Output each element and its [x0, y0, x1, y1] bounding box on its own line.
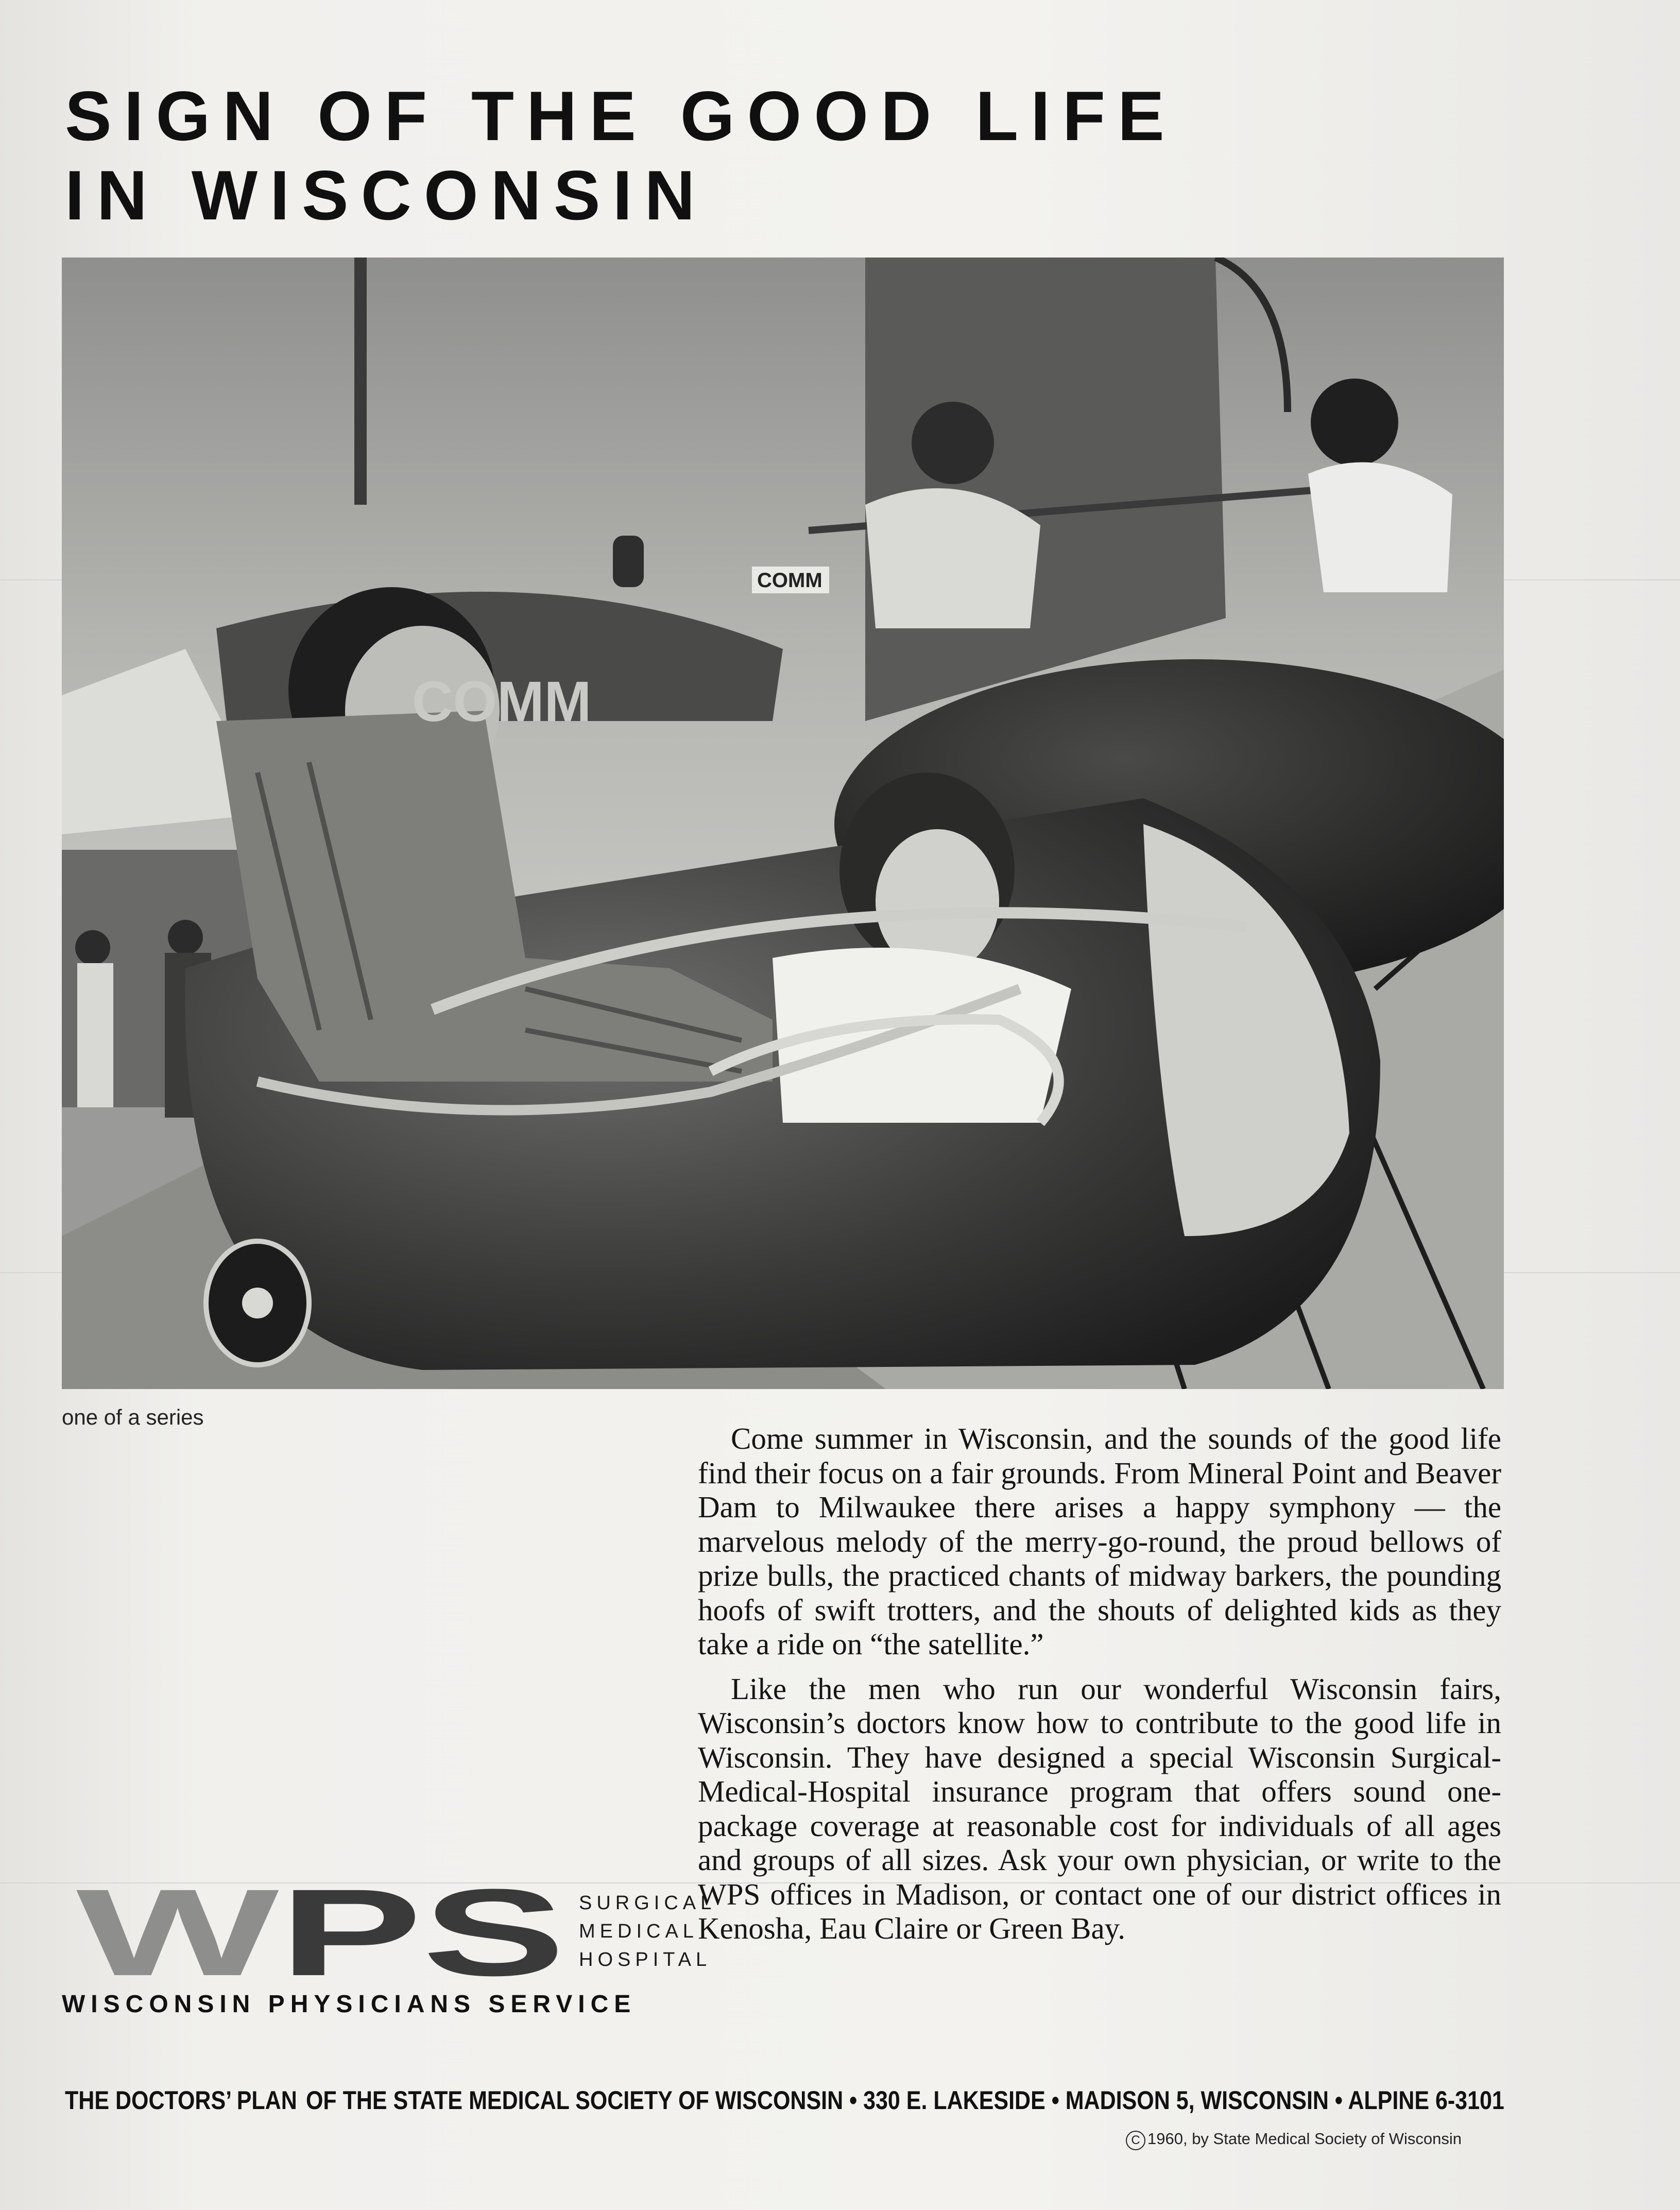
- headline-line-2: IN WISCONSIN: [65, 156, 708, 234]
- logo-organization-name: WISCONSIN PHYSICIANS SERVICE: [62, 1991, 637, 2018]
- photo-illustration: [62, 258, 1504, 1389]
- headline: [65, 76, 1631, 235]
- photo-caption: one of a series: [62, 1405, 204, 1429]
- ad-paragraph: Come summer in Wisconsin, and the sounds of the good life find their focus on a fair grounds. From Mineral Point and Beaver Dam to Milwaukee there arises a happy symphony — the marvelous melody of the merry-go-round, the proud bellows of prize bulls, the practiced chants of midway barkers, the pounding hoofs of swift trotters, and the shouts of delighted kids as they take a ride on “the satellite.”: [698, 1421, 1501, 1661]
- footer-right: OF THE STATE MEDICAL SOCIETY OF WISCONSIN • 330 E. LAKESIDE • MADISON 5, WISCONSIN • ALPINE 6-3101: [305, 2086, 1504, 2115]
- logo-word-hospital: HOSPITAL: [579, 1949, 712, 1971]
- logo-word-surgical: SURGICAL: [579, 1892, 716, 1914]
- headline-line-1: SIGN OF THE GOOD LIFE: [65, 77, 1177, 155]
- footer-line: [65, 2080, 1504, 2121]
- footer-left: THE DOCTORS’ PLAN: [65, 2086, 297, 2115]
- ad-copy: [698, 1421, 1501, 1956]
- fair-ride-photo: [62, 258, 1504, 1389]
- copyright-notice: [1126, 2130, 1462, 2150]
- logo-coverage-words: [579, 1889, 716, 1974]
- sign-fragment-small: COMM: [757, 569, 822, 592]
- wps-letters-dark: PS: [279, 1880, 444, 1983]
- svg-text:WPS: [76, 1880, 565, 1983]
- logo-word-medical: MEDICAL: [579, 1921, 698, 1942]
- wps-letters-graphic: [76, 1880, 565, 1983]
- wps-letters: W: [76, 1880, 193, 1983]
- ad-paragraph: Like the men who run our wonderful Wisconsin fairs, Wisconsin’s doctors know how to contribute to the good life in Wisconsin. They have designed a special Wisconsin Surgical-Medical-Hospital insurance program that offers sound one-package coverage at reasonable cost for individuals of all ages and groups of all sizes. Ask your own physician, or write to the WPS offices in Madison, or contact one of our district offices in Kenosha, Eau Claire or Green Bay.: [698, 1671, 1501, 1945]
- sign-fragment: COMM: [412, 670, 592, 733]
- copyright-text: 1960, by State Medical Society of Wisconsin: [1147, 2130, 1462, 2148]
- wps-logo: [62, 1875, 716, 2019]
- copyright-icon: C: [1126, 2131, 1145, 2150]
